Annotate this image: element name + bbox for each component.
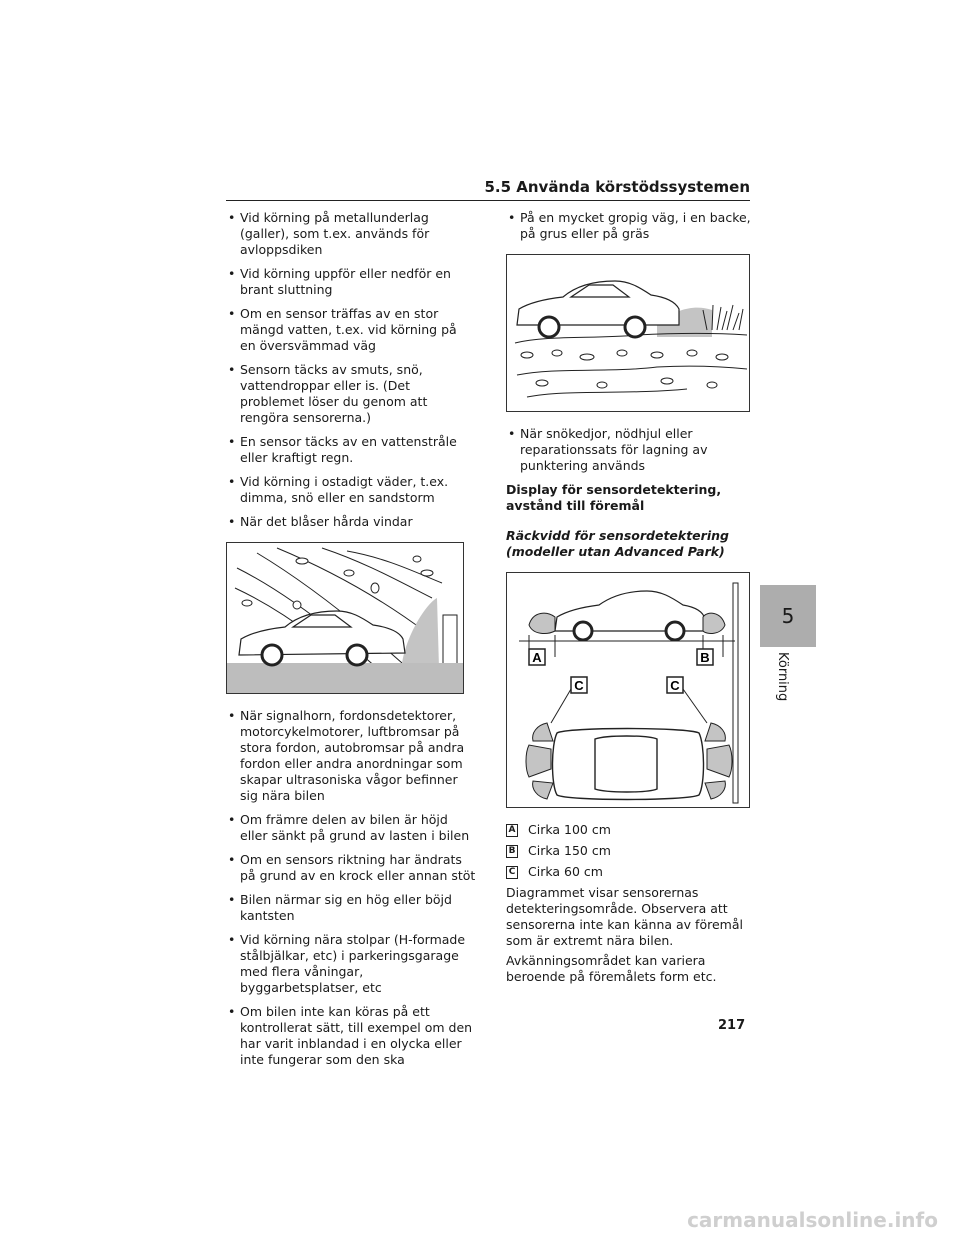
wind-illustration [226, 542, 464, 694]
list-item: • Vid körning uppför eller nedför en brant sluttning [226, 266, 476, 298]
list-item: • När signalhorn, fordonsdetektorer, motorcykelmotorer, luftbromsar på stora fordon, autobromsar på andra fordon eller andra anordningar som skapar ultrasoniska vågor befinner sig nära bilen [226, 708, 476, 804]
list-item: • På en mycket gropig väg, i en backe, på grus eller på gräs [506, 210, 756, 242]
sub-heading: Räckvidd för sensordetektering (modeller utan Advanced Park) [506, 528, 729, 559]
chapter-tab [760, 585, 816, 647]
chapter-number: 5 [781, 604, 795, 628]
right-column [506, 210, 756, 989]
list-item: • Om bilen inte kan köras på ett kontrollerat sätt, till exempel om den har varit inblandad i en olycka eller inte fungerar som den ska [226, 1004, 476, 1068]
legend-row [506, 864, 756, 880]
diagram-label-a: A [532, 650, 542, 665]
legend-row [506, 843, 756, 859]
legend-letter: A [506, 824, 518, 837]
diagram-label-c1: C [574, 678, 584, 693]
section-title: 5.5 Använda körstödssystemen [484, 178, 750, 196]
legend-text: Cirka 150 cm [528, 843, 611, 858]
sensor-range-diagram [506, 572, 750, 808]
legend-letter: C [506, 866, 518, 879]
paragraph: Diagrammet visar sensorernas detekteringsområde. Observera att sensorerna inte kan känna av föremål som är extremt nära bilen. [506, 885, 743, 948]
rough-road-illustration [506, 254, 750, 412]
diagram-label-b: B [700, 650, 710, 665]
section-heading: Display för sensordetektering, avstånd till föremål [506, 482, 722, 513]
watermark: carmanualsonline.info [687, 1208, 938, 1232]
legend-text: Cirka 100 cm [528, 822, 611, 837]
legend-letter: B [506, 845, 518, 858]
list-item: • Vid körning på metallunderlag (galler), som t.ex. används för avloppsdiken [226, 210, 476, 258]
list-item: • Vid körning i ostadigt väder, t.ex. dimma, snö eller en sandstorm [226, 474, 476, 506]
left-column [226, 210, 476, 1076]
header-divider [226, 200, 750, 201]
list-item: • En sensor täcks av en vattenstråle eller kraftigt regn. [226, 434, 476, 466]
page-number: 217 [718, 1018, 746, 1033]
list-item: • Om en sensor träffas av en stor mängd vatten, t.ex. vid körning på en översvämmad väg [226, 306, 476, 354]
legend-text: Cirka 60 cm [528, 864, 603, 879]
paragraph: Avkänningsområdet kan variera beroende på föremålets form etc. [506, 953, 717, 984]
chapter-label: Körning [775, 652, 790, 702]
list-item: • Sensorn täcks av smuts, snö, vattendroppar eller is. (Det problemet löser du genom att rengöra sensorerna.) [226, 362, 476, 426]
list-item: • Vid körning nära stolpar (H-formade stålbjälkar, etc) i parkeringsgarage med flera våningar, byggarbetsplatser, etc [226, 932, 476, 996]
list-item: • Om främre delen av bilen är höjd eller sänkt på grund av lasten i bilen [226, 812, 476, 844]
diagram-label-c2: C [670, 678, 680, 693]
list-item: • Om en sensors riktning har ändrats på grund av en krock eller annan stöt [226, 852, 476, 884]
list-item: • Bilen närmar sig en hög eller böjd kantsten [226, 892, 476, 924]
list-item: • När snökedjor, nödhjul eller reparationssats för lagning av punktering används [506, 426, 756, 474]
list-item: • När det blåser hårda vindar [226, 514, 476, 530]
legend-row [506, 822, 756, 838]
